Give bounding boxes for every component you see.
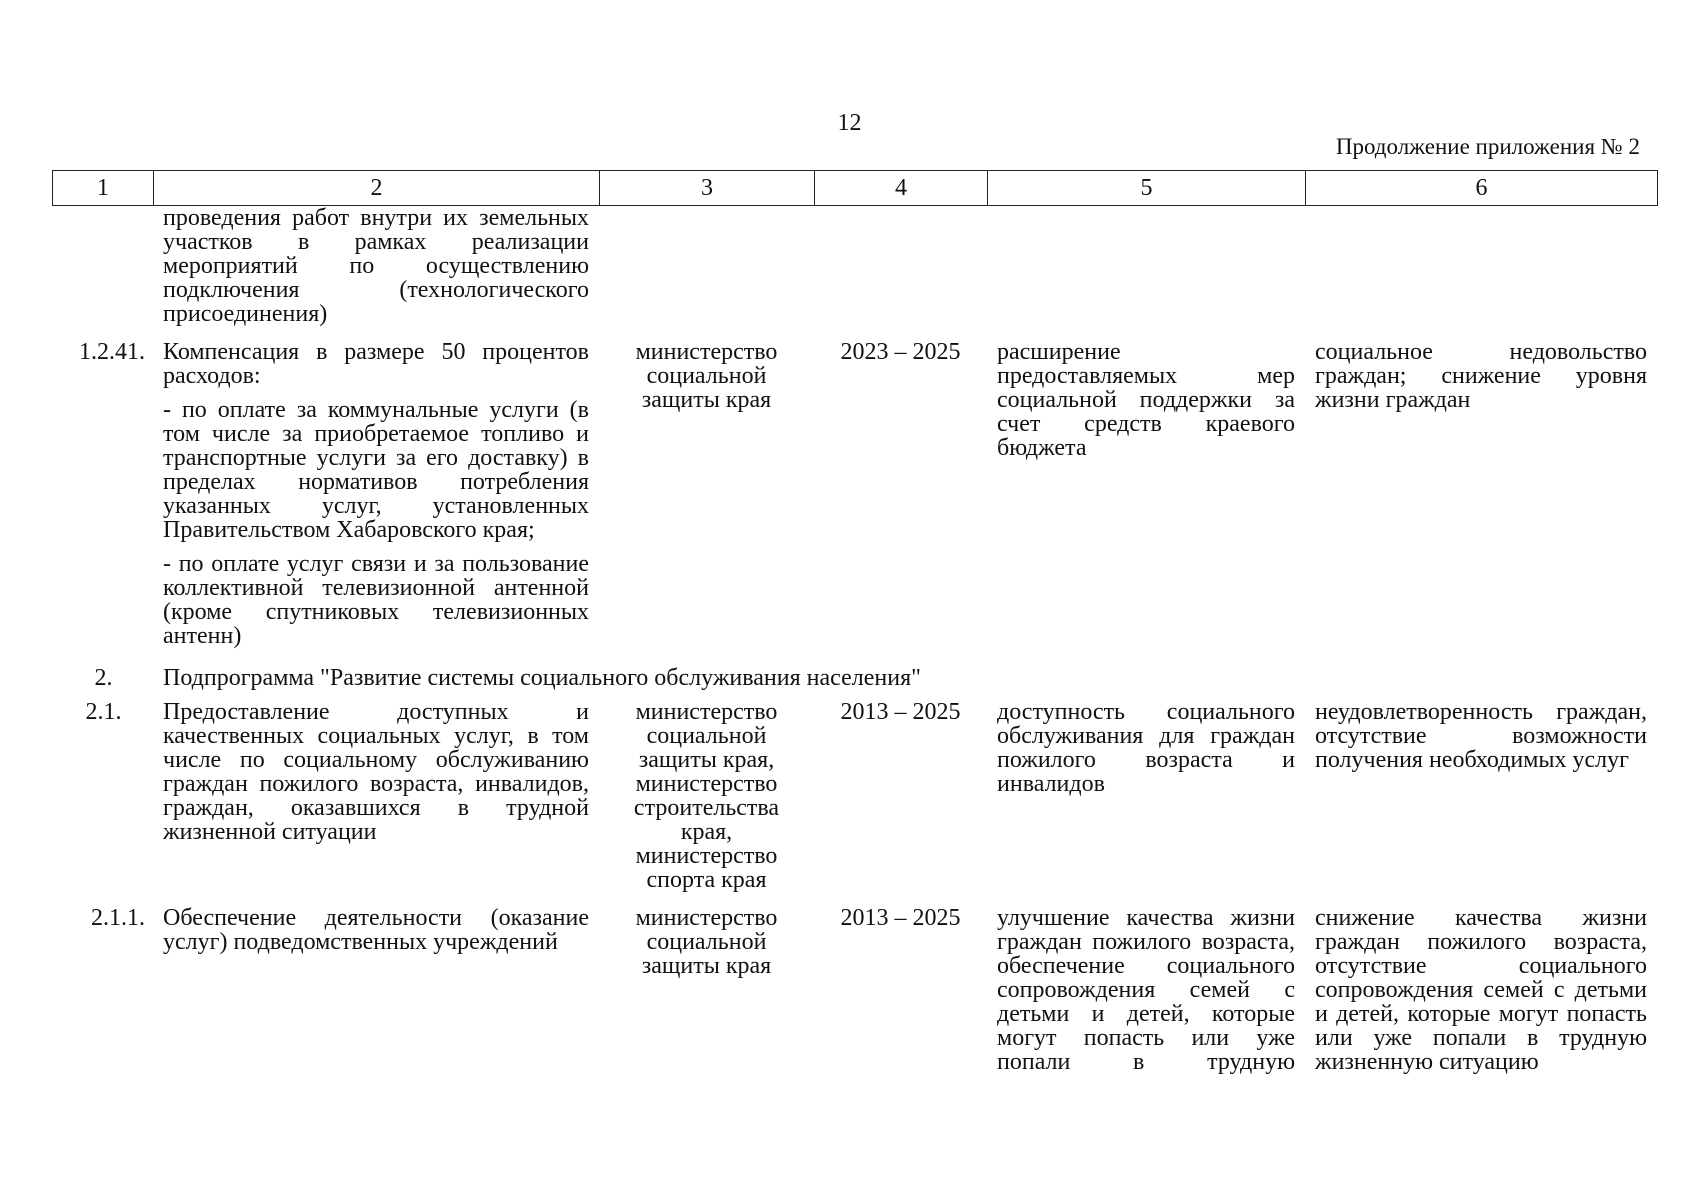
risk-cell: снижение качества жизни граждан пожилого возраста, отсутствие социального сопровождения семей с детьми и детей, которые могут попасть или уже попали в трудную жизненную ситуацию [1315,905,1647,1075]
executor-cell: министерство социальной защиты края, министерство строительства края, министерство спорта края [633,699,780,893]
executor-cell: министерство социальной защиты края [635,339,778,413]
period-cell: 2023 – 2025 [840,339,961,365]
column-header-table [52,170,1658,206]
column-header-row [53,171,1658,206]
table-row [52,206,1657,340]
row-number: 2.1.1. [91,905,145,931]
measure-text: Предоставление доступных и качественных социальных услуг, в том числе по социальному обслуживанию граждан пожилого возраста, инвалидов, граждан, оказавшихся в трудной жизненной ситуации [163,699,589,845]
row-number: 2.1. [85,699,122,725]
program-table [52,206,1657,1074]
executor-cell: министерство социальной защиты края [635,905,778,979]
column-header-2: 2 [154,171,600,206]
measure-cell [153,340,599,662]
measure-paragraph: Компенсация в размере 50 процентов расходов: [163,339,589,389]
risk-cell: социальное недовольство граждан; снижение уровня жизни граждан [1315,339,1647,413]
period-cell: 2013 – 2025 [840,905,961,931]
row-number: 1.2.41. [79,339,145,365]
period-cell: 2013 – 2025 [840,699,961,725]
page-number: 12 [837,110,862,136]
column-header-4: 4 [815,171,988,206]
subprogram-row [52,662,1657,700]
row-number: 2. [94,665,113,691]
result-cell: расширение предоставляемых мер социальной поддержки за счет средств краевого бюджета [997,339,1295,461]
column-header-5: 5 [988,171,1306,206]
column-header-6: 6 [1306,171,1658,206]
row-number-cell [52,206,153,340]
table-row [52,700,1657,906]
column-header-3: 3 [600,171,815,206]
table-row [52,340,1657,662]
measure-text: проведения работ внутри их земельных участков в рамках реализации мероприятий по осуществлению подключения (технологического присоединения) [163,205,589,327]
measure-text: Обеспечение деятельности (оказание услуг) подведомственных учреждений [163,905,589,955]
risk-cell: неудовлетворенность граждан, отсутствие возможности получения необходимых услуг [1315,699,1647,773]
table-row [52,906,1657,1074]
measure-paragraph: - по оплате услуг связи и за пользование коллективной телевизионной антенной (кроме спутниковых телевизионных антенн) [163,551,589,649]
appendix-note: Продолжение приложения № 2 [1335,134,1640,159]
result-cell: улучшение качества жизни граждан пожилого возраста, обеспечение социального сопровождения семей с детьми и детей, которые могут попасть или уже попали в трудную [997,905,1295,1075]
subprogram-title: Подпрограмма "Развитие системы социального обслуживания населения" [163,665,921,691]
column-header-1: 1 [53,171,154,206]
measure-paragraph: - по оплате за коммунальные услуги (в том числе за приобретаемое топливо и транспортные услуги за его доставку) в пределах нормативов потребления указанных услуг, установленных Правительством Хабаровского края; [163,397,589,543]
result-cell: доступность социального обслуживания для граждан пожилого возраста и инвалидов [997,699,1295,797]
